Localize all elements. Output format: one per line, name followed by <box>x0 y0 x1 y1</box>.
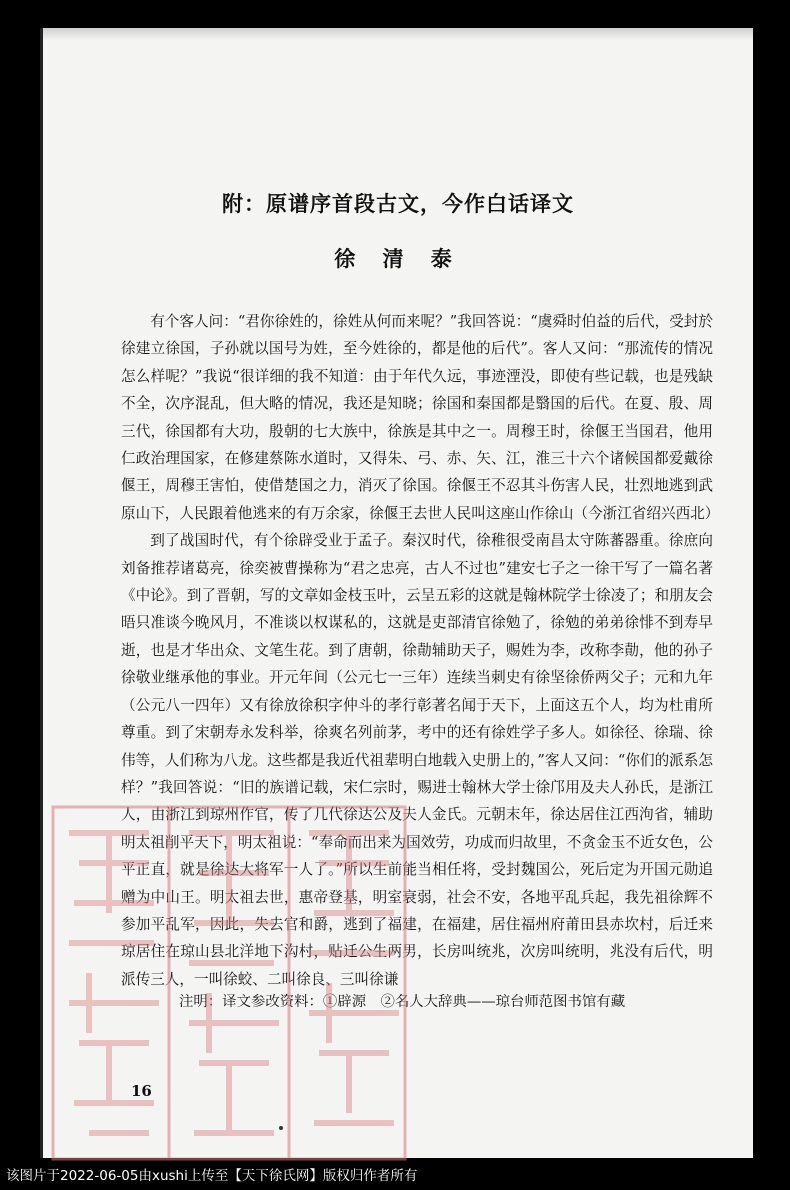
page-number: 16 <box>131 1082 152 1100</box>
paragraph-1: 有个客人问：“君你徐姓的，徐姓从何而来呢？”我回答说：“虞舜时伯益的后代，受封於徐建立徐国，子孙就以国号为姓，至今姓徐的，都是他的后代”。客人又问：“那流传的情况怎么样呢？”我说“很详细的我不知道：由于年代久远，事迹湮没，即使有些记载，也是残缺不全，次序混乱，但大略的情况，我还是知晓；徐国和秦国都是翳国的后代。在夏、殷、周三代，徐国都有大功，殷朝的七大族中，徐族是其中之一。周穆王时，徐偃王当国君，他用仁政治理国家，在修建蔡陈水道时，又得朱、弓、赤、矢、江，淮三十六个诸候国都爱戴徐偃王，周穆王害怕，使借楚国之力，消灭了徐国。徐偃王不忍其斗伤害人民，壮烈地逃到武原山下，人民跟着他逃来的有万余家，徐偃王去世人民叫这座山作徐山（今浙江省绍兴西北） <box>121 313 720 522</box>
scan-edge-shadow <box>43 28 753 40</box>
reference-note: 注明：译文参改资料：①辟源 ②名人大辞典——琼台师范图书馆有藏 <box>179 994 626 1010</box>
document-body <box>121 308 720 993</box>
scan-speck <box>279 1126 283 1130</box>
paragraph-2: 到了战国时代，有个徐辟受业于孟子。秦汉时代，徐稚很受南昌太守陈蕃器重。徐庶向刘备推荐诸葛亮，徐奕被曹操称为“君之忠亮，古人不过也”建安七子之一徐干写了一篇名著《中论》。到了晋朝，写的文章如金枝玉叶，云呈五彩的这就是翰林院学士徐凌了；和朋友会晤只准谈今晚风月，不准谈以权谋私的，这就是吏部清官徐勉了，徐勉的弟弟徐悱不到寿早逝，也是才华出众、文笔生花。到了唐朝，徐勣辅助天子，赐姓为李，改称李勣，他的孙子徐敬业继承他的事业。开元年间（公元七一三年）连续当刺史有徐坚徐侨两父子；元和九年（公元八一四年）又有徐放徐积字仲斗的孝行彰著名闻于天下，上面这五个人，均为杜甫所尊重。到了宋朝寿永发科举，徐爽名列前茅，考中的还有徐姓学子多人。如徐径、徐瑞、徐伟等，人们称为八龙。这些都是我近代祖辈明白地载入史册上的，”客人又问：“你们的派系怎样？”我回答说：“旧的族谱记载，宋仁宗时，赐进士翰林大学士徐邝用及夫人孙氏，是浙江人，由浙江到琼州作官，传了几代徐达公及夫人金氏。元朝末年，徐达居住江西泃省，辅助明太祖削平天下，明太祖说：“奉命而出来为国效劳，功成而归故里，不贪金玉不近女色，公平正直，就是徐达大将军一人了。”所以生前能当相任将，受封魏国公，死后定为开国元勋追赠为中山王。明太祖去世，惠帝登基，明室衰弱，社会不安，各地平乱兵起，我先祖徐辉不参加平乱军，因此，失去官和爵，逃到了福建，在福建，居住福州府莆田县赤坎村，后迁来琼居住在琼山县北洋地下沟村，贴迁公生两男，长房叫统兆，次房叫统明，兆没有后代，明派传三人，一叫徐蛟、二叫徐良、三叫徐谦 <box>121 532 713 988</box>
document-title: 附：原谱序首段古文，今作白话译文 <box>222 192 574 216</box>
scanned-page <box>40 28 753 1158</box>
document-author: 徐 清 泰 <box>334 246 462 271</box>
watermark-footer: 该图片于2022-06-05由xushi上传至【天下徐氏网】版权归作者所有 <box>6 1168 418 1184</box>
